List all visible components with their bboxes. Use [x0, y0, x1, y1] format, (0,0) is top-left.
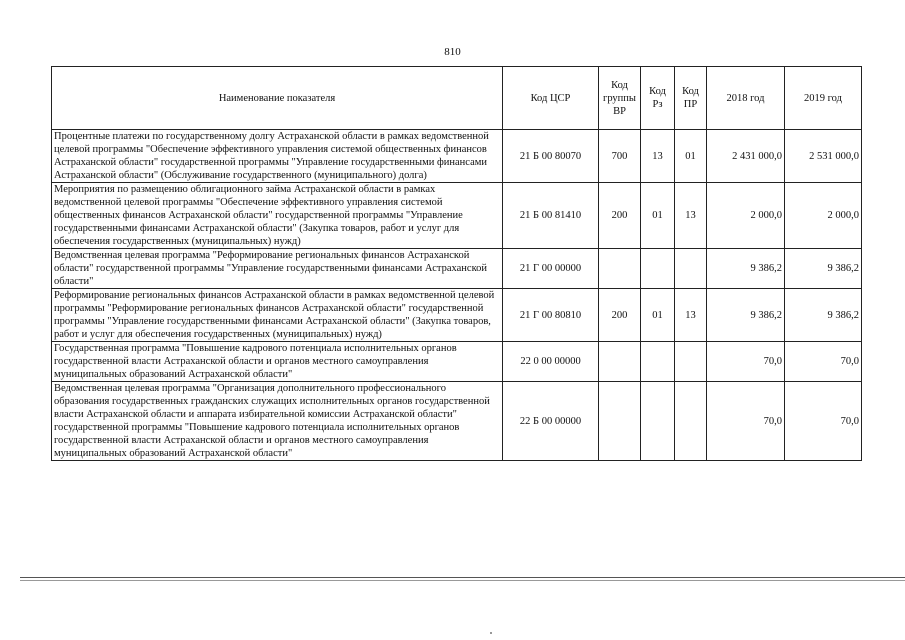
table-row [52, 342, 862, 382]
row-2019: 70,0 [785, 382, 862, 461]
header-name: Наименование показателя [52, 67, 503, 130]
row-vr [599, 342, 641, 382]
row-pr [675, 382, 707, 461]
row-vr: 200 [599, 183, 641, 249]
row-2018: 70,0 [707, 382, 785, 461]
row-2018: 70,0 [707, 342, 785, 382]
row-2019: 9 386,2 [785, 249, 862, 289]
row-rz: 01 [641, 183, 675, 249]
row-vr: 700 [599, 130, 641, 183]
row-name: Государственная программа "Повышение кадрового потенциала исполнительных органов государственной власти Астраханской области и органов местного самоуправления муниципальных образований Астраханской области" [52, 342, 503, 382]
row-rz [641, 342, 675, 382]
row-2019: 70,0 [785, 342, 862, 382]
row-csr: 21 Г 00 80810 [503, 289, 599, 342]
row-rz [641, 382, 675, 461]
page-bottom-divider-secondary [20, 580, 905, 581]
header-pr: Код ПР [675, 67, 707, 130]
row-vr [599, 249, 641, 289]
header-rz: Код Рз [641, 67, 675, 130]
row-name: Процентные платежи по государственному долгу Астраханской области в рамках ведомственной целевой программы "Обеспечение эффективного управления системой общественных финансов Астраханской области" государственной программы "Управление государственными финансами Астраханской области" (Обслуживание государственного (муниципального) долга) [52, 130, 503, 183]
row-2019: 2 531 000,0 [785, 130, 862, 183]
row-pr [675, 342, 707, 382]
page-number: 810 [444, 46, 461, 58]
row-name: Мероприятия по размещению облигационного займа Астраханской области в рамках ведомственной целевой программы "Обеспечение эффективного управления системой общественных финансов Астраханской области" государственной программы "Управление государственными финансами Астраханской области" (Закупка товаров, работ и услуг для обеспечения государственных (муниципальных) нужд) [52, 183, 503, 249]
table-header-row [52, 67, 862, 130]
header-2019: 2019 год [785, 67, 862, 130]
header-vr: Код группы ВР [599, 67, 641, 130]
row-vr: 200 [599, 289, 641, 342]
row-pr: 13 [675, 289, 707, 342]
table-row [52, 249, 862, 289]
table-row [52, 382, 862, 461]
row-csr: 21 Б 00 81410 [503, 183, 599, 249]
row-rz: 13 [641, 130, 675, 183]
row-csr: 21 Б 00 80070 [503, 130, 599, 183]
row-name: Ведомственная целевая программа "Организация дополнительного профессионального образования государственных гражданских служащих исполнительных органов государственной власти Астраханской области и аппарата избирательной комиссии Астраханской области" государственной программы "Повышение кадрового потенциала исполнительных органов государственной власти Астраханской области и органов местного самоуправления муниципальных образований Астраханской области" [52, 382, 503, 461]
scan-speck [490, 632, 492, 634]
header-2018: 2018 год [707, 67, 785, 130]
row-2018: 9 386,2 [707, 289, 785, 342]
row-name: Реформирование региональных финансов Астраханской области в рамках ведомственной целевой программы "Реформирование региональных финансов Астраханской области" государственной программы "Управление государственными финансами Астраханской области" (Закупка товаров, работ и услуг для обеспечения государственных (муниципальных) нужд) [52, 289, 503, 342]
row-2019: 2 000,0 [785, 183, 862, 249]
row-csr: 21 Г 00 00000 [503, 249, 599, 289]
row-rz [641, 249, 675, 289]
row-vr [599, 382, 641, 461]
header-csr: Код ЦСР [503, 67, 599, 130]
row-csr: 22 0 00 00000 [503, 342, 599, 382]
row-pr: 13 [675, 183, 707, 249]
row-rz: 01 [641, 289, 675, 342]
row-2018: 2 431 000,0 [707, 130, 785, 183]
row-csr: 22 Б 00 00000 [503, 382, 599, 461]
row-2018: 9 386,2 [707, 249, 785, 289]
table-row [52, 289, 862, 342]
budget-table [51, 66, 862, 461]
table-row [52, 183, 862, 249]
table-row [52, 130, 862, 183]
page-bottom-divider [20, 577, 905, 578]
row-pr [675, 249, 707, 289]
row-name: Ведомственная целевая программа "Реформирование региональных финансов Астраханской области" государственной программы "Управление государственными финансами Астраханской области" [52, 249, 503, 289]
row-2018: 2 000,0 [707, 183, 785, 249]
row-2019: 9 386,2 [785, 289, 862, 342]
row-pr: 01 [675, 130, 707, 183]
